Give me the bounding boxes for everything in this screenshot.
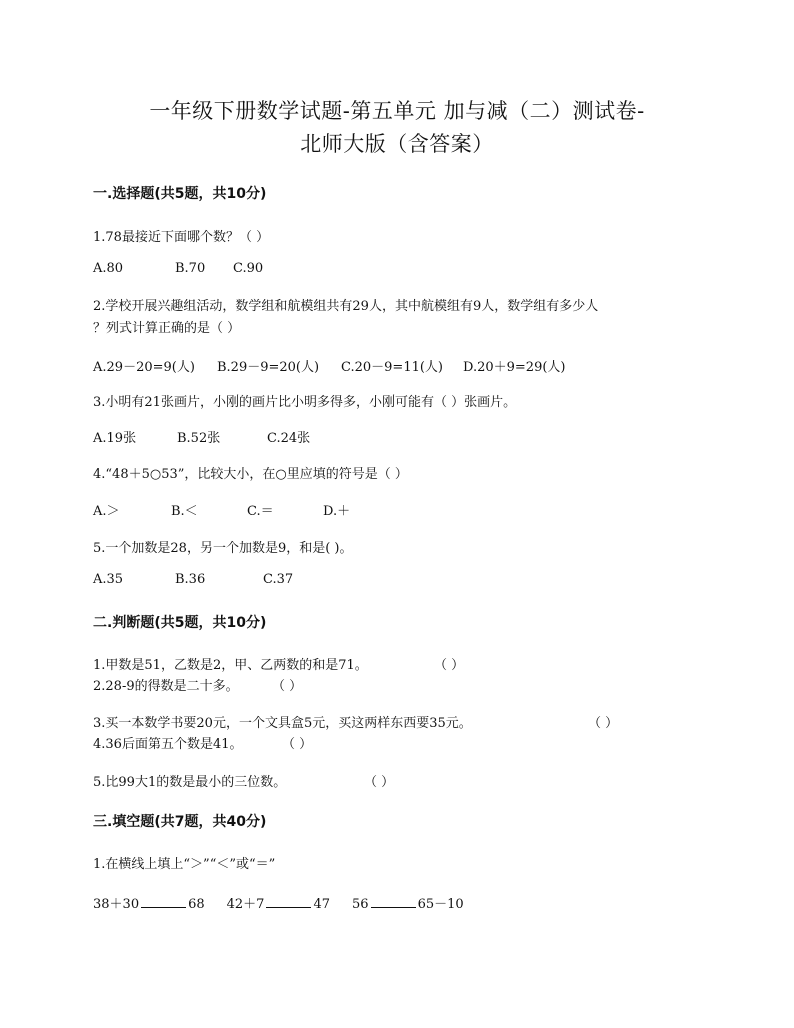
choice-question-1: 1.78最接近下面哪个数？（ ） (93, 230, 270, 245)
fill-item-3-left: 56 (352, 897, 369, 912)
option-b[interactable]: B.＜ (171, 504, 198, 519)
option-d[interactable]: D.＋ (323, 504, 351, 519)
judge-answer-2[interactable]: （ ） (272, 679, 303, 694)
fill-blank-3[interactable] (371, 895, 416, 908)
choice-question-2-cont: ？列式计算正确的是（ ） (93, 321, 241, 336)
fill-item-2-left: 42＋7 (226, 897, 265, 912)
choice-options-1 (93, 261, 263, 276)
judge-answer-1[interactable]: （ ） (434, 658, 465, 673)
choice-question-4: 4.“48＋5○53”，比较大小，在○里应填的符号是（ ） (93, 467, 408, 482)
section-heading-choice: 一.选择题(共5题，共10分) (93, 186, 267, 202)
fill-item-3-right: 65－10 (417, 897, 464, 912)
fill-blank-2[interactable] (266, 895, 311, 908)
option-c[interactable]: C.90 (233, 261, 264, 276)
judge-answer-5[interactable]: （ ） (364, 775, 395, 790)
section-heading-fill: 三.填空题(共7题，共40分) (93, 814, 267, 830)
page-title-line1: 一年级下册数学试题-第五单元 加与减（二）测试卷- (149, 99, 645, 123)
fill-item-1-right: 68 (188, 897, 205, 912)
choice-question-2: 2.学校开展兴趣组活动，数学组和航模组共有29人，其中航模组有9人，数学组有多少人 (93, 299, 599, 314)
fill-question-1: 1.在横线上填上“＞”“＜”或“＝” (93, 857, 276, 872)
judge-question-1: 1.甲数是51，乙数是2，甲、乙两数的和是71。 (93, 658, 368, 673)
choice-question-5: 5.一个加数是28，另一个加数是9，和是( )。 (93, 541, 353, 556)
judge-question-5: 5.比99大1的数是最小的三位数。 (93, 775, 287, 790)
judge-answer-4[interactable]: （ ） (282, 737, 313, 752)
option-a[interactable]: A.19张 (93, 431, 137, 446)
option-d[interactable]: D.20＋9=29(人) (463, 360, 566, 375)
page-title-line2: 北师大版（含答案） (300, 132, 494, 156)
option-a[interactable]: A.80 (93, 261, 124, 276)
judge-answer-3[interactable]: （ ） (588, 716, 619, 731)
choice-question-3: 3.小明有21张画片，小刚的画片比小明多得多，小刚可能有（ ）张画片。 (93, 395, 517, 410)
section-heading-judge: 二.判断题(共5题，共10分) (93, 615, 267, 631)
judge-question-3: 3.买一本数学书要20元，一个文具盒5元，买这两样东西要35元。 (93, 716, 472, 731)
fill-items-row (93, 893, 464, 912)
fill-item-1-left: 38＋30 (93, 897, 140, 912)
option-c[interactable]: C.37 (263, 572, 294, 587)
choice-options-5 (93, 572, 293, 587)
option-a[interactable]: A.35 (93, 572, 124, 587)
option-c[interactable]: C.＝ (247, 504, 274, 519)
choice-options-3 (93, 427, 310, 446)
option-b[interactable]: B.29－9=20(人) (217, 360, 320, 375)
choice-options-4 (93, 500, 350, 519)
judge-question-2: 2.28-9的得数是二十多。 (93, 679, 239, 694)
choice-options-2 (93, 356, 565, 375)
option-c[interactable]: C.24张 (267, 431, 311, 446)
option-b[interactable]: B.70 (175, 261, 206, 276)
option-a[interactable]: A.＞ (93, 504, 120, 519)
option-c[interactable]: C.20－9=11(人) (341, 360, 444, 375)
fill-item-2-right: 47 (313, 897, 331, 912)
option-b[interactable]: B.36 (175, 572, 206, 587)
option-b[interactable]: B.52张 (177, 431, 221, 446)
option-a[interactable]: A.29－20=9(人) (93, 360, 195, 375)
judge-question-4: 4.36后面第五个数是41。 (93, 737, 243, 752)
fill-blank-1[interactable] (141, 895, 186, 908)
